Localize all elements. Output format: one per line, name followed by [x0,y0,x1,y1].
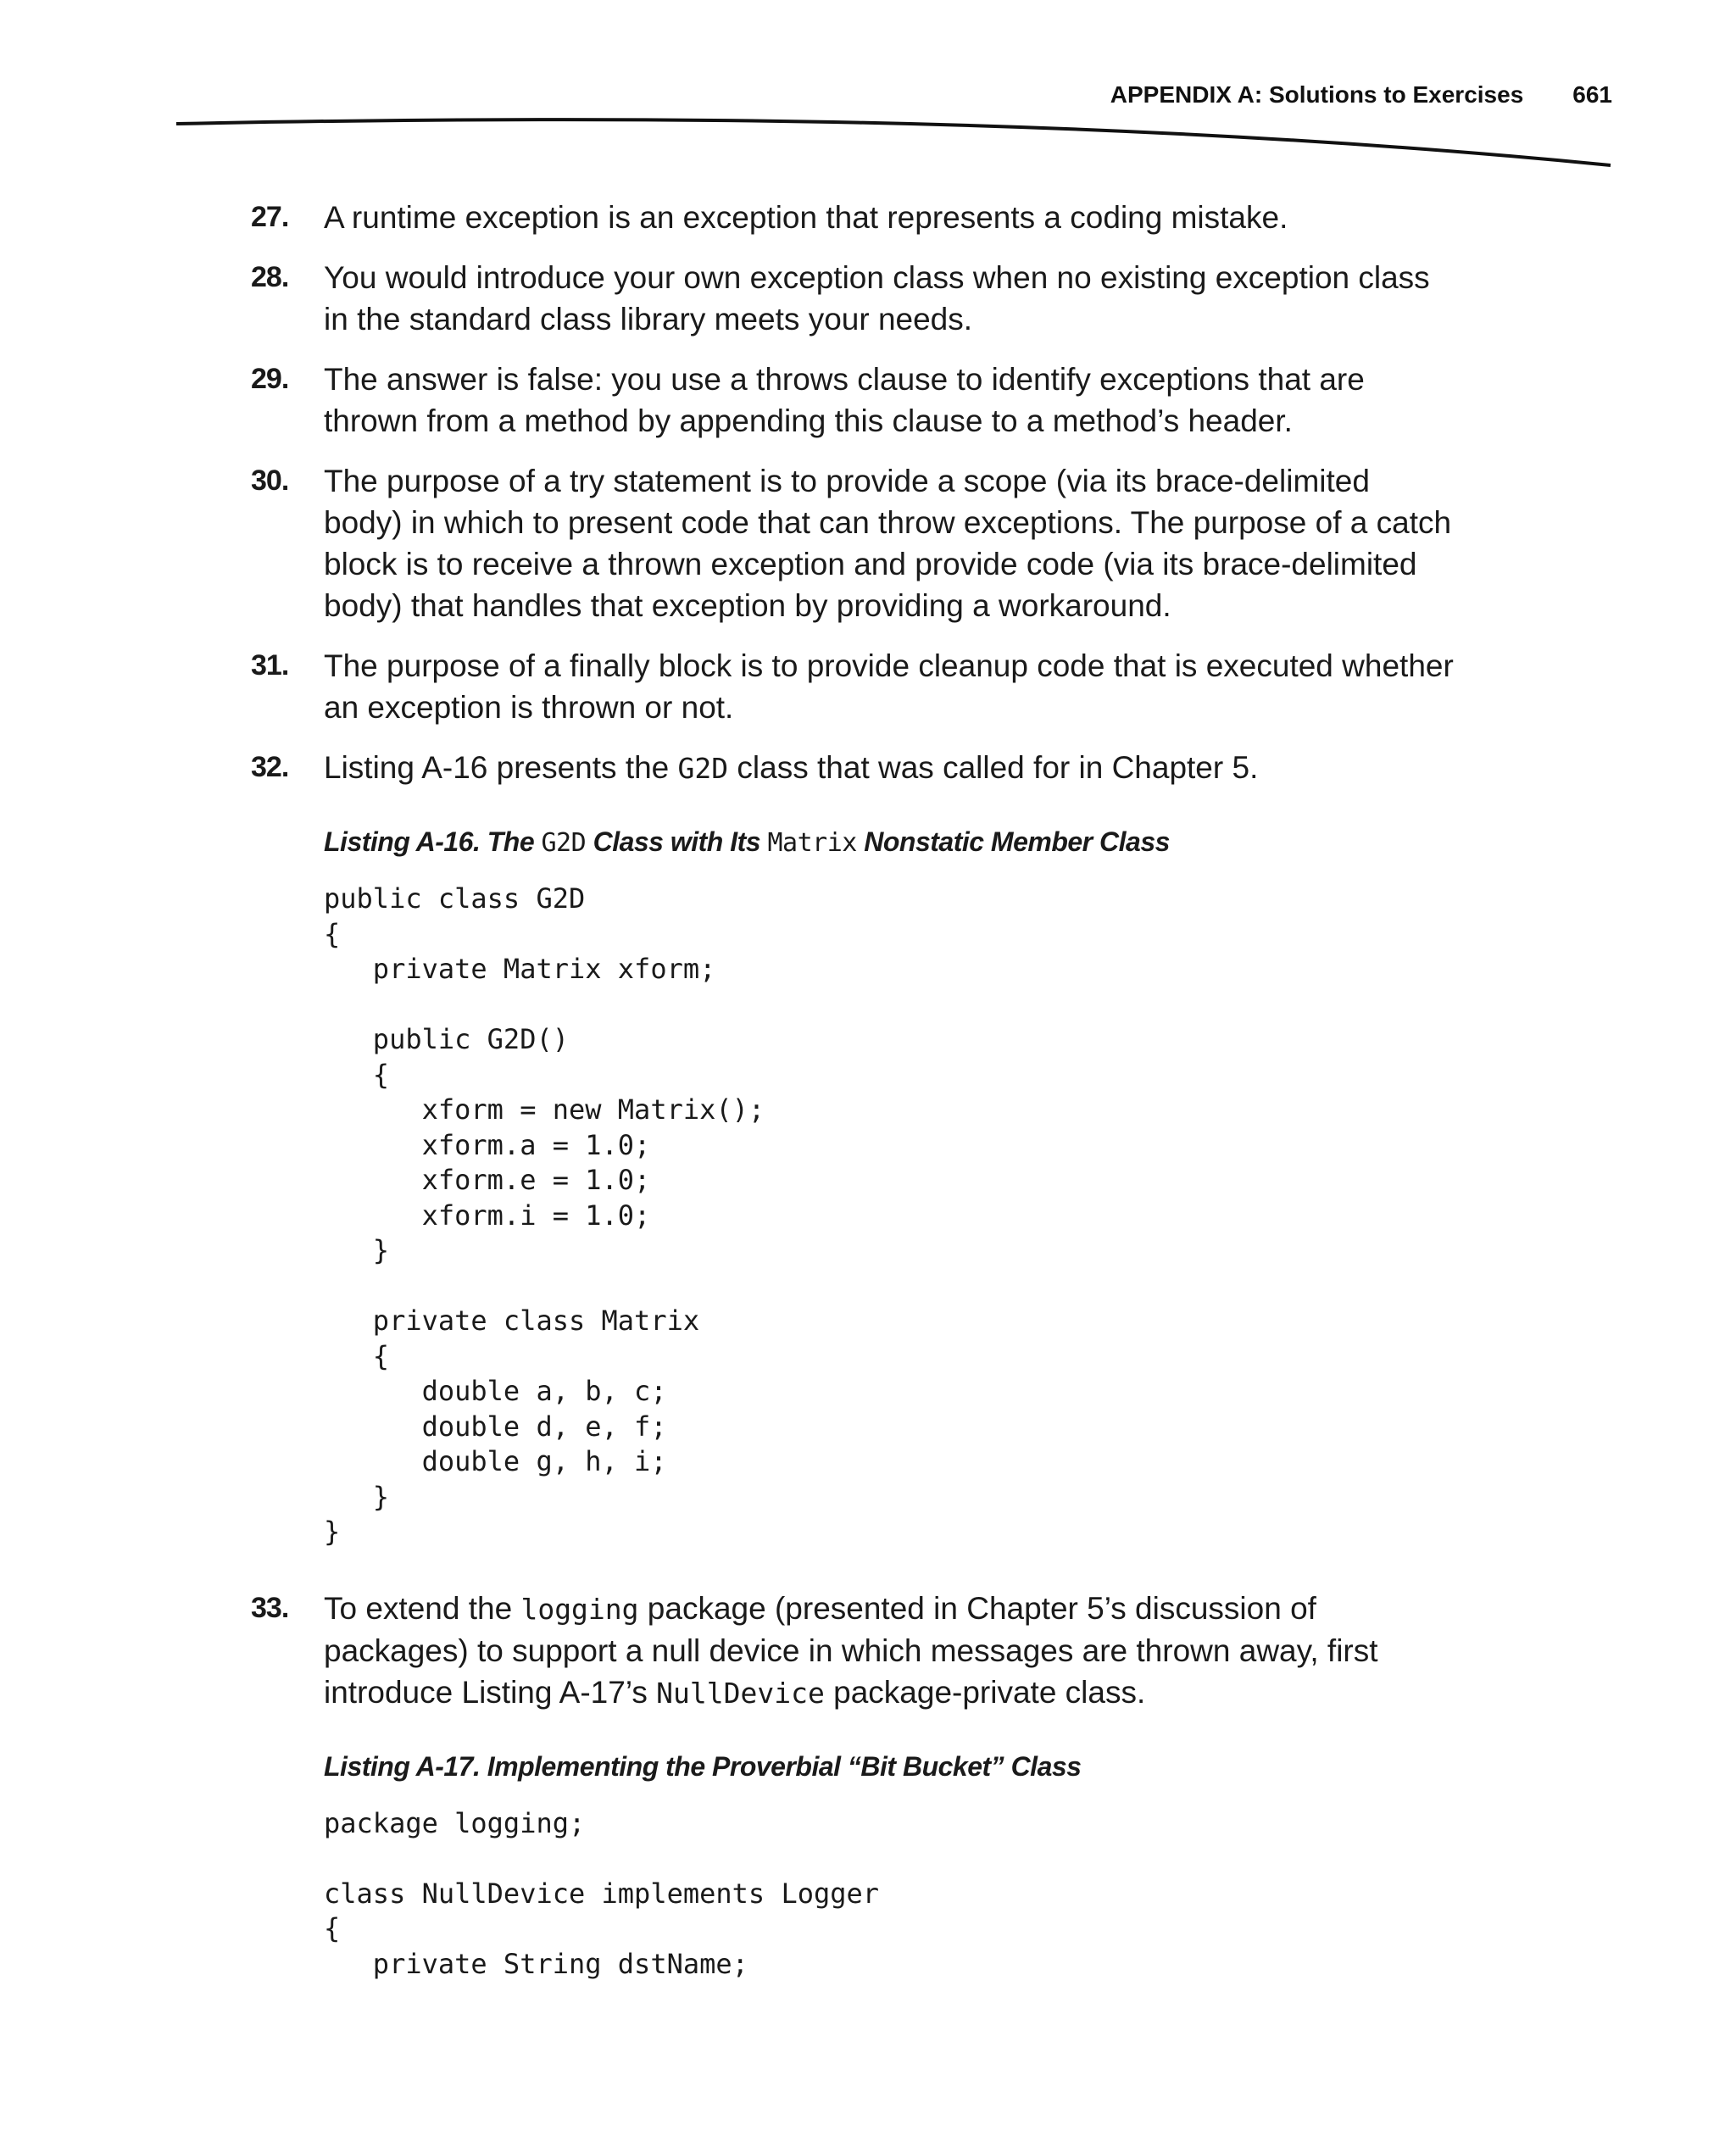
answer-text-part: package-private class. [824,1674,1146,1710]
code-line: xform.e = 1.0; [324,1164,651,1196]
answer-item-33 [251,1588,1455,1714]
code-line: public class G2D [324,882,586,915]
code-line: } [324,1480,390,1513]
code-line [324,987,1455,1023]
running-header [1110,81,1612,108]
listing-caption-a16 [324,826,1455,858]
answer-text: The purpose of a try statement is to provide a scope (via its brace-delimited body) in which to present code that can throw exceptions. The purpose of a catch block is to receive a thrown exception and provide code (via its brace-delimited body) that handles that exception by providing a workaround. [324,464,1452,623]
answer-text [324,750,1258,785]
caption-code: Matrix [767,828,857,858]
inline-code: NullDevice [656,1676,825,1710]
code-line: double d, e, f; [324,1410,667,1443]
code-line: { [324,1912,341,1944]
answer-item-29 [251,359,1455,442]
code-line: xform.a = 1.0; [324,1128,651,1161]
code-line: xform.i = 1.0; [324,1199,651,1232]
code-line: } [324,1516,341,1548]
code-line: private String dstName; [324,1947,748,1980]
code-line: package logging; [324,1806,586,1839]
answer-number: 32. [251,751,289,783]
code-line: { [324,1339,390,1372]
answer-number: 28. [251,261,289,293]
answer-list [251,197,1455,1982]
answer-number: 30. [251,464,289,497]
code-listing-a17 [324,1806,1455,1983]
answer-number: 33. [251,1591,289,1624]
caption-code: G2D [541,828,587,858]
answer-item-28 [251,257,1455,340]
code-line: double g, h, i; [324,1445,667,1477]
code-line: { [324,917,341,950]
answer-number: 29. [251,363,289,395]
caption-text: Class with Its [586,826,768,857]
code-line: public G2D() [324,1023,569,1055]
answer-item-27 [251,197,1455,238]
answer-text: The purpose of a finally block is to provide cleanup code that is executed whether an exception is thrown or not. [324,648,1454,725]
inline-code: G2D [677,752,729,785]
code-line [324,1269,1455,1304]
code-line [324,1841,1455,1877]
listing-caption-a17: Listing A-17. Implementing the Proverbial “Bit Bucket” Class [324,1750,1082,1782]
answer-text: A runtime exception is an exception that represents a coding mistake. [324,200,1288,235]
code-line: double a, b, c; [324,1375,667,1407]
answer-text: The answer is false: you use a throws clause to identify exceptions that are thrown from a method by appending this clause to a method’s header. [324,362,1365,438]
answer-text-part: class that was called for in Chapter 5. [728,750,1259,785]
code-listing-a16 [324,882,1455,1550]
code-line: } [324,1234,390,1266]
caption-text: Nonstatic Member Class [856,826,1170,857]
code-line: class NullDevice implements Logger [324,1877,880,1910]
answer-text-part: package (presented in Chapter 5’s discussion of packages) to support a null device in which messages are thrown away, first introduce Listing A-17’s [324,1590,1378,1710]
code-line: private Matrix xform; [324,953,716,985]
inline-code: logging [520,1592,639,1626]
answer-text-part: Listing A-16 presents the [324,750,678,785]
caption-text: Listing A-16. The [324,826,542,857]
answer-text: You would introduce your own exception class when no existing exception class in the standard class library meets your needs. [324,260,1430,337]
code-line: private class Matrix [324,1304,700,1337]
answer-number: 31. [251,649,289,681]
answer-item-31 [251,645,1455,728]
code-line: { [324,1058,390,1091]
page-number: 661 [1572,81,1612,108]
running-header-title: APPENDIX A: Solutions to Exercises [1110,81,1524,108]
answer-text [324,1591,1378,1710]
answer-number: 27. [251,201,289,233]
answer-item-32 [251,747,1455,789]
answer-text-part: To extend the [324,1590,521,1626]
code-line: xform = new Matrix(); [324,1093,765,1126]
header-rule [0,0,1736,220]
answer-item-30 [251,460,1455,626]
